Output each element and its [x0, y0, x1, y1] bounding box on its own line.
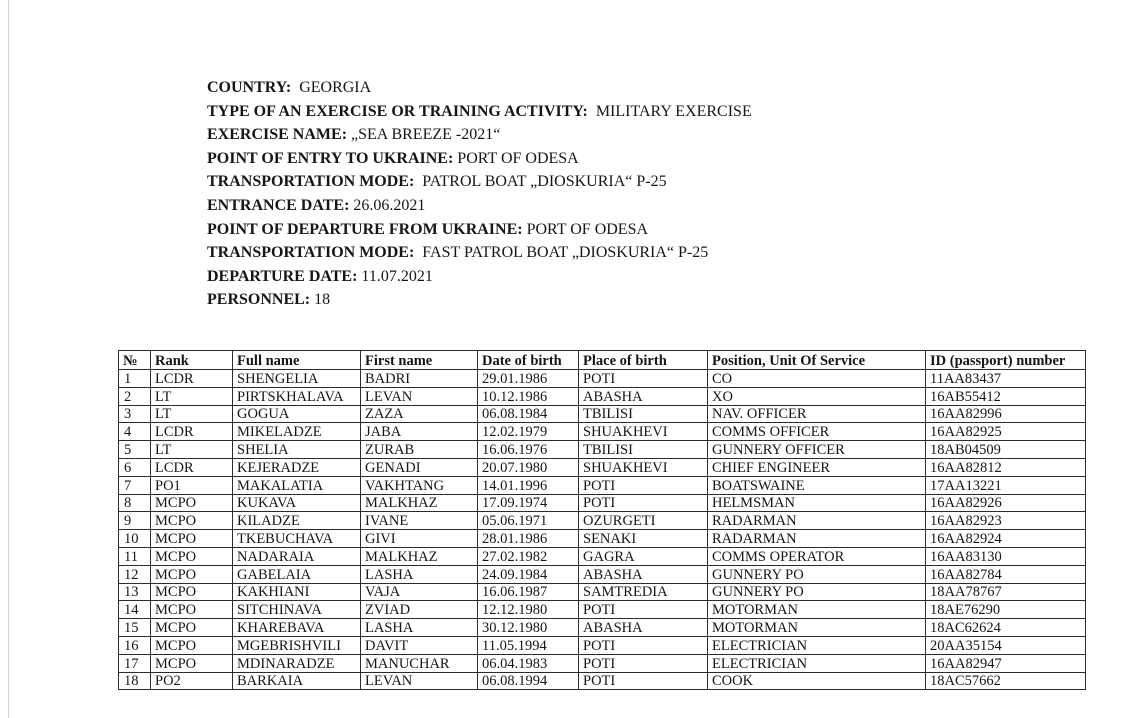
- column-header-position: Position, Unit Of Service: [708, 351, 926, 370]
- cell-rank: MCPO: [151, 547, 233, 565]
- header-separator: :: [304, 291, 315, 309]
- cell-passport-id: 16AA83130: [926, 547, 1086, 565]
- cell-date-of-birth: 16.06.1976: [478, 441, 579, 459]
- header-exercise-name: [207, 123, 752, 147]
- cell-rank: MCPO: [151, 494, 233, 512]
- column-header-place-of-birth: Place of birth: [579, 351, 708, 370]
- table-row: [119, 547, 1086, 565]
- cell-position: BOATSWAINE: [708, 476, 926, 494]
- cell-first-name: LEVAN: [361, 387, 478, 405]
- cell-date-of-birth: 06.04.1983: [478, 654, 579, 672]
- table-row: [119, 619, 1086, 637]
- header-point-of-departure: [207, 218, 752, 242]
- cell-position: GUNNERY PO: [708, 583, 926, 601]
- cell-passport-id: 16AA82784: [926, 565, 1086, 583]
- cell-full-name: PIRTSKHALAVA: [233, 387, 361, 405]
- table-row: [119, 494, 1086, 512]
- table-row: [119, 654, 1086, 672]
- cell-position: RADARMAN: [708, 530, 926, 548]
- cell-number: 15: [119, 619, 151, 637]
- cell-passport-id: 18AC57662: [926, 672, 1086, 690]
- cell-number: 5: [119, 441, 151, 459]
- cell-date-of-birth: 06.08.1994: [478, 672, 579, 690]
- cell-rank: MCPO: [151, 601, 233, 619]
- cell-first-name: DAVIT: [361, 636, 478, 654]
- cell-place-of-birth: POTI: [579, 370, 708, 388]
- cell-rank: LCDR: [151, 370, 233, 388]
- header-separator: :: [352, 267, 362, 285]
- cell-place-of-birth: OZURGETI: [579, 512, 708, 530]
- cell-position: RADARMAN: [708, 512, 926, 530]
- cell-first-name: VAKHTANG: [361, 476, 478, 494]
- column-header-first-name: First name: [361, 351, 478, 370]
- cell-rank: MCPO: [151, 530, 233, 548]
- cell-passport-id: 20AA35154: [926, 636, 1086, 654]
- header-label: TYPE OF AN EXERCISE OR TRAINING ACTIVITY: [207, 102, 583, 120]
- cell-full-name: KEJERADZE: [233, 458, 361, 476]
- table-row: [119, 370, 1086, 388]
- header-label: DEPARTURE DATE: [207, 267, 353, 285]
- cell-position: COMMS OPERATOR: [708, 547, 926, 565]
- header-value: PATROL BOAT „DIOSKURIA“ P-25: [422, 173, 667, 191]
- cell-full-name: SITCHINAVA: [233, 601, 361, 619]
- cell-position: ELECTRICIAN: [708, 636, 926, 654]
- header-label: COUNTRY: [207, 79, 286, 96]
- cell-passport-id: 16AA82926: [926, 494, 1086, 512]
- cell-number: 16: [119, 636, 151, 654]
- cell-rank: LT: [151, 387, 233, 405]
- cell-number: 17: [119, 654, 151, 672]
- cell-place-of-birth: SHUAKHEVI: [579, 458, 708, 476]
- cell-passport-id: 16AA82923: [926, 512, 1086, 530]
- header-value: MILITARY EXERCISE: [595, 102, 752, 120]
- table-row: [119, 636, 1086, 654]
- cell-rank: LCDR: [151, 423, 233, 441]
- document-header: [207, 76, 752, 312]
- cell-date-of-birth: 27.02.1982: [478, 547, 579, 565]
- header-separator: :: [341, 126, 352, 144]
- cell-position: HELMSMAN: [708, 494, 926, 512]
- cell-date-of-birth: 24.09.1984: [478, 565, 579, 583]
- cell-number: 3: [119, 405, 151, 423]
- table-row: [119, 387, 1086, 405]
- cell-first-name: MALKHAZ: [361, 494, 478, 512]
- cell-full-name: NADARAIA: [233, 547, 361, 565]
- header-separator: :: [447, 149, 458, 167]
- cell-date-of-birth: 14.01.1996: [478, 476, 579, 494]
- table-row: [119, 512, 1086, 530]
- cell-date-of-birth: 20.07.1980: [478, 458, 579, 476]
- header-label: TRANSPORTATION MODE: [207, 244, 409, 262]
- cell-date-of-birth: 05.06.1971: [478, 512, 579, 530]
- cell-full-name: GABELAIA: [233, 565, 361, 583]
- header-separator: :: [285, 79, 300, 96]
- cell-place-of-birth: ABASHA: [579, 387, 708, 405]
- cell-first-name: LEVAN: [361, 672, 478, 690]
- cell-number: 10: [119, 530, 151, 548]
- cell-first-name: IVANE: [361, 512, 478, 530]
- cell-position: XO: [708, 387, 926, 405]
- table-row: [119, 530, 1086, 548]
- cell-number: 4: [119, 423, 151, 441]
- cell-date-of-birth: 29.01.1986: [478, 370, 579, 388]
- cell-place-of-birth: POTI: [579, 654, 708, 672]
- table-row: [119, 458, 1086, 476]
- cell-date-of-birth: 30.12.1980: [478, 619, 579, 637]
- cell-full-name: SHELIA: [233, 441, 361, 459]
- header-label: POINT OF ENTRY TO UKRAINE: [207, 149, 448, 167]
- cell-full-name: MGEBRISHVILI: [233, 636, 361, 654]
- cell-full-name: KHAREBAVA: [233, 619, 361, 637]
- table-row: [119, 583, 1086, 601]
- cell-passport-id: 16AA82812: [926, 458, 1086, 476]
- cell-first-name: GENADI: [361, 458, 478, 476]
- cell-full-name: KILADZE: [233, 512, 361, 530]
- header-country: [207, 76, 752, 100]
- header-value: FAST PATROL BOAT „DIOSKURIA“ P-25: [422, 244, 709, 262]
- cell-date-of-birth: 11.05.1994: [478, 636, 579, 654]
- table-row: [119, 405, 1086, 423]
- cell-place-of-birth: SHUAKHEVI: [579, 423, 708, 441]
- header-point-of-entry: [207, 147, 752, 171]
- cell-first-name: JABA: [361, 423, 478, 441]
- cell-place-of-birth: SAMTREDIA: [579, 583, 708, 601]
- header-label: POINT OF DEPARTURE FROM UKRAINE: [207, 220, 518, 238]
- header-label: ENTRANCE DATE: [207, 196, 345, 214]
- cell-number: 13: [119, 583, 151, 601]
- header-separator: :: [408, 173, 423, 191]
- table-row: [119, 476, 1086, 494]
- cell-number: 6: [119, 458, 151, 476]
- cell-rank: MCPO: [151, 583, 233, 601]
- header-value: GEORGIA: [299, 79, 372, 96]
- cell-first-name: LASHA: [361, 619, 478, 637]
- cell-full-name: BARKAIA: [233, 672, 361, 690]
- cell-number: 7: [119, 476, 151, 494]
- cell-first-name: ZAZA: [361, 405, 478, 423]
- cell-first-name: MALKHAZ: [361, 547, 478, 565]
- header-value: 26.06.2021: [353, 196, 426, 214]
- cell-number: 11: [119, 547, 151, 565]
- cell-date-of-birth: 10.12.1986: [478, 387, 579, 405]
- column-header-passport-id: ID (passport) number: [926, 351, 1086, 370]
- cell-full-name: TKEBUCHAVA: [233, 530, 361, 548]
- cell-position: MOTORMAN: [708, 619, 926, 637]
- cell-date-of-birth: 17.09.1974: [478, 494, 579, 512]
- cell-place-of-birth: ABASHA: [579, 619, 708, 637]
- header-exercise-type: [207, 100, 752, 124]
- cell-first-name: MANUCHAR: [361, 654, 478, 672]
- column-header-rank: Rank: [151, 351, 233, 370]
- cell-number: 12: [119, 565, 151, 583]
- header-value: PORT OF ODESA: [526, 220, 649, 238]
- cell-passport-id: 18AE76290: [926, 601, 1086, 619]
- header-personnel-count: [207, 288, 752, 312]
- cell-rank: PO2: [151, 672, 233, 690]
- cell-number: 1: [119, 370, 151, 388]
- cell-rank: LCDR: [151, 458, 233, 476]
- cell-position: GUNNERY OFFICER: [708, 441, 926, 459]
- cell-passport-id: 11AA83437: [926, 370, 1086, 388]
- header-label: TRANSPORTATION MODE: [207, 173, 409, 191]
- column-header-full-name: Full name: [233, 351, 361, 370]
- header-value: „SEA BREEZE -2021“: [351, 126, 501, 144]
- cell-passport-id: 16AA82996: [926, 405, 1086, 423]
- cell-rank: PO1: [151, 476, 233, 494]
- cell-full-name: MDINARADZE: [233, 654, 361, 672]
- header-departure-transport-mode: [207, 241, 752, 265]
- header-separator: :: [582, 102, 596, 120]
- cell-passport-id: 16AA82924: [926, 530, 1086, 548]
- cell-place-of-birth: TBILISI: [579, 441, 708, 459]
- header-entry-transport-mode: [207, 170, 752, 194]
- cell-first-name: BADRI: [361, 370, 478, 388]
- cell-position: COMMS OFFICER: [708, 423, 926, 441]
- header-value: PORT OF ODESA: [457, 149, 579, 167]
- cell-rank: MCPO: [151, 565, 233, 583]
- table-row: [119, 672, 1086, 690]
- cell-position: CHIEF ENGINEER: [708, 458, 926, 476]
- cell-position: MOTORMAN: [708, 601, 926, 619]
- table-row: [119, 565, 1086, 583]
- cell-passport-id: 17AA13221: [926, 476, 1086, 494]
- cell-place-of-birth: POTI: [579, 476, 708, 494]
- cell-date-of-birth: 06.08.1984: [478, 405, 579, 423]
- cell-place-of-birth: SENAKI: [579, 530, 708, 548]
- cell-place-of-birth: POTI: [579, 494, 708, 512]
- table-row: [119, 601, 1086, 619]
- cell-full-name: SHENGELIA: [233, 370, 361, 388]
- cell-position: NAV. OFFICER: [708, 405, 926, 423]
- cell-position: ELECTRICIAN: [708, 654, 926, 672]
- cell-place-of-birth: POTI: [579, 636, 708, 654]
- cell-rank: LT: [151, 405, 233, 423]
- cell-passport-id: 16AA82947: [926, 654, 1086, 672]
- column-header-number: №: [119, 351, 151, 370]
- cell-full-name: MIKELADZE: [233, 423, 361, 441]
- cell-date-of-birth: 12.12.1980: [478, 601, 579, 619]
- cell-number: 2: [119, 387, 151, 405]
- cell-place-of-birth: GAGRA: [579, 547, 708, 565]
- header-value: 11.07.2021: [361, 267, 433, 285]
- cell-number: 14: [119, 601, 151, 619]
- cell-full-name: KAKHIANI: [233, 583, 361, 601]
- cell-full-name: MAKALATIA: [233, 476, 361, 494]
- cell-date-of-birth: 16.06.1987: [478, 583, 579, 601]
- cell-first-name: VAJA: [361, 583, 478, 601]
- cell-full-name: KUKAVA: [233, 494, 361, 512]
- header-separator: :: [344, 196, 354, 214]
- cell-date-of-birth: 28.01.1986: [478, 530, 579, 548]
- cell-passport-id: 18AA78767: [926, 583, 1086, 601]
- header-entrance-date: [207, 194, 752, 218]
- cell-rank: LT: [151, 441, 233, 459]
- cell-rank: MCPO: [151, 619, 233, 637]
- cell-position: CO: [708, 370, 926, 388]
- cell-passport-id: 16AA82925: [926, 423, 1086, 441]
- table-header-row: [119, 351, 1086, 370]
- personnel-table: [118, 350, 1086, 690]
- cell-place-of-birth: TBILISI: [579, 405, 708, 423]
- cell-passport-id: 18AC62624: [926, 619, 1086, 637]
- cell-position: GUNNERY PO: [708, 565, 926, 583]
- cell-rank: MCPO: [151, 636, 233, 654]
- column-header-date-of-birth: Date of birth: [478, 351, 579, 370]
- cell-first-name: GIVI: [361, 530, 478, 548]
- header-separator: :: [517, 220, 527, 238]
- header-departure-date: [207, 265, 752, 289]
- cell-position: COOK: [708, 672, 926, 690]
- cell-date-of-birth: 12.02.1979: [478, 423, 579, 441]
- cell-number: 8: [119, 494, 151, 512]
- header-separator: :: [408, 244, 423, 262]
- cell-place-of-birth: ABASHA: [579, 565, 708, 583]
- header-value: 18: [314, 291, 331, 309]
- header-label: EXERCISE NAME: [207, 126, 342, 144]
- cell-passport-id: 18AB04509: [926, 441, 1086, 459]
- table-row: [119, 441, 1086, 459]
- cell-number: 18: [119, 672, 151, 690]
- cell-passport-id: 16AB55412: [926, 387, 1086, 405]
- cell-rank: MCPO: [151, 654, 233, 672]
- header-label: PERSONNEL: [207, 291, 305, 309]
- cell-full-name: GOGUA: [233, 405, 361, 423]
- cell-number: 9: [119, 512, 151, 530]
- cell-first-name: LASHA: [361, 565, 478, 583]
- page-edge: [8, 0, 9, 718]
- cell-first-name: ZURAB: [361, 441, 478, 459]
- cell-first-name: ZVIAD: [361, 601, 478, 619]
- cell-place-of-birth: POTI: [579, 672, 708, 690]
- table-row: [119, 423, 1086, 441]
- cell-rank: MCPO: [151, 512, 233, 530]
- cell-place-of-birth: POTI: [579, 601, 708, 619]
